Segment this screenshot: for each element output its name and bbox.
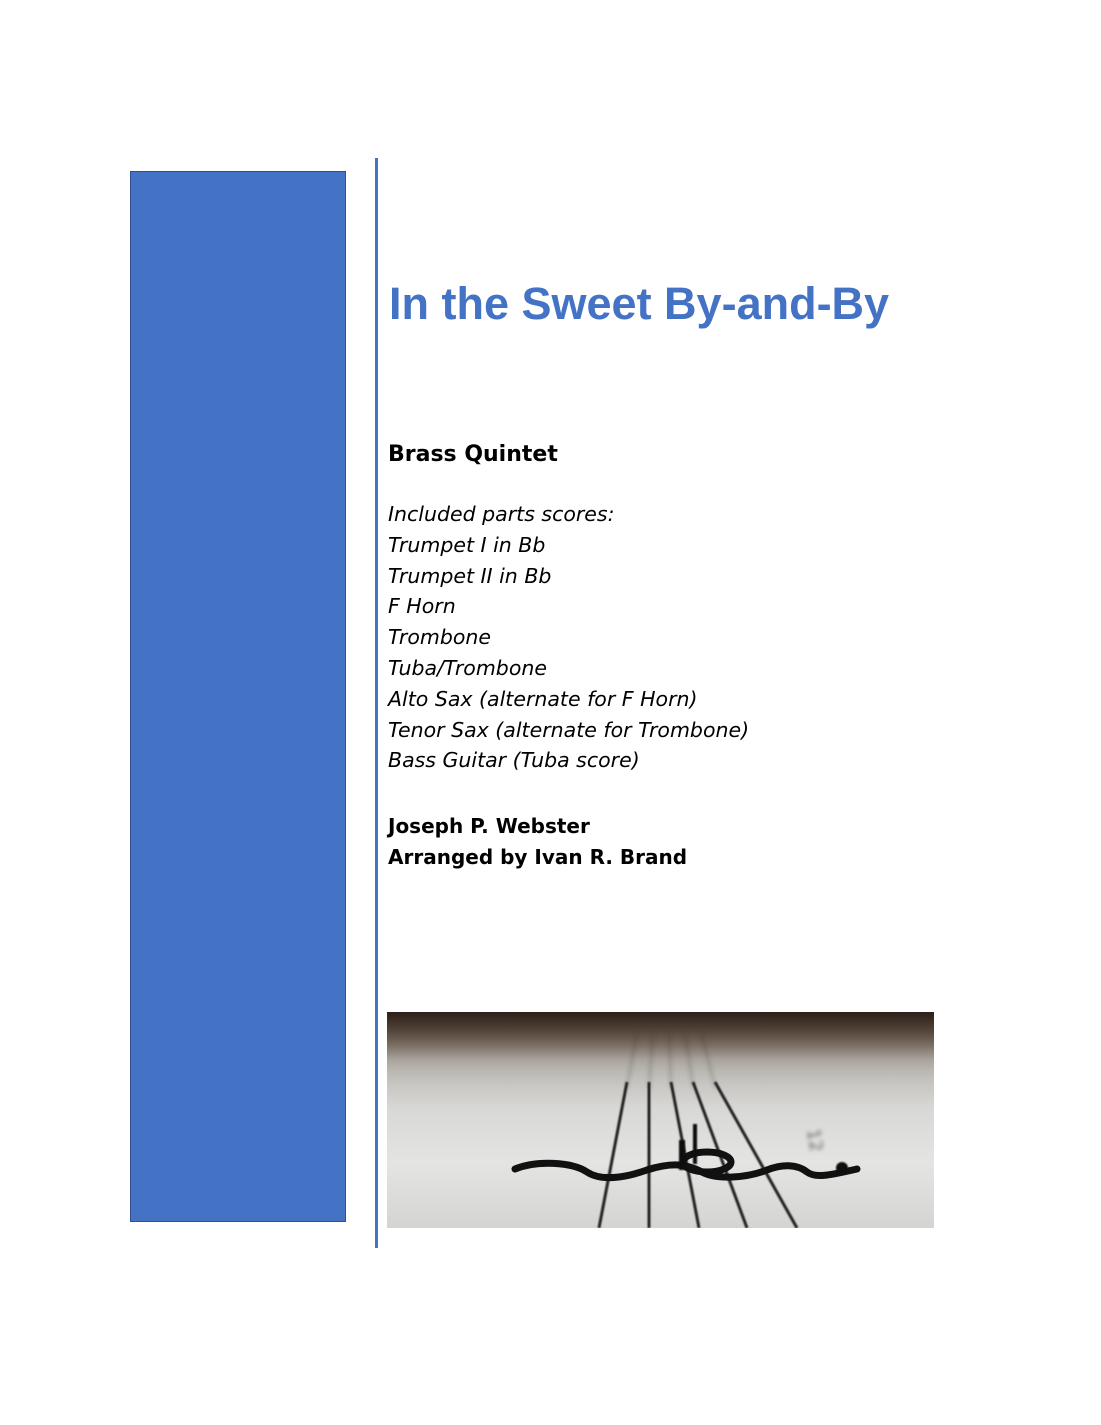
blue-side-panel	[130, 171, 346, 1222]
parts-list	[388, 499, 749, 776]
list-item: Bass Guitar (Tuba score)	[388, 748, 640, 773]
list-item: Tenor Sax (alternate for Trombone)	[388, 717, 750, 742]
arranger: Arranged by Ivan R. Brand	[388, 845, 688, 869]
vertical-divider	[375, 158, 378, 1248]
ensemble-label: Brass Quintet	[388, 442, 558, 467]
composer: Joseph P. Webster	[388, 814, 590, 838]
list-item: Tuba/Trombone	[388, 655, 547, 680]
sheet-music-photo	[387, 1012, 934, 1228]
list-item: Trumpet II in Bb	[388, 563, 552, 588]
list-item: Alto Sax (alternate for F Horn)	[388, 686, 698, 711]
list-item: Trumpet I in Bb	[388, 532, 546, 557]
svg-text:12: 12	[802, 1127, 827, 1154]
list-item: Trombone	[388, 625, 492, 650]
list-item: F Horn	[388, 594, 456, 619]
parts-heading: Included parts scores:	[388, 502, 615, 526]
page-title: In the Sweet By-and-By	[389, 278, 890, 329]
treble-clef-staff-illustration	[387, 1012, 934, 1228]
credits	[388, 811, 687, 873]
